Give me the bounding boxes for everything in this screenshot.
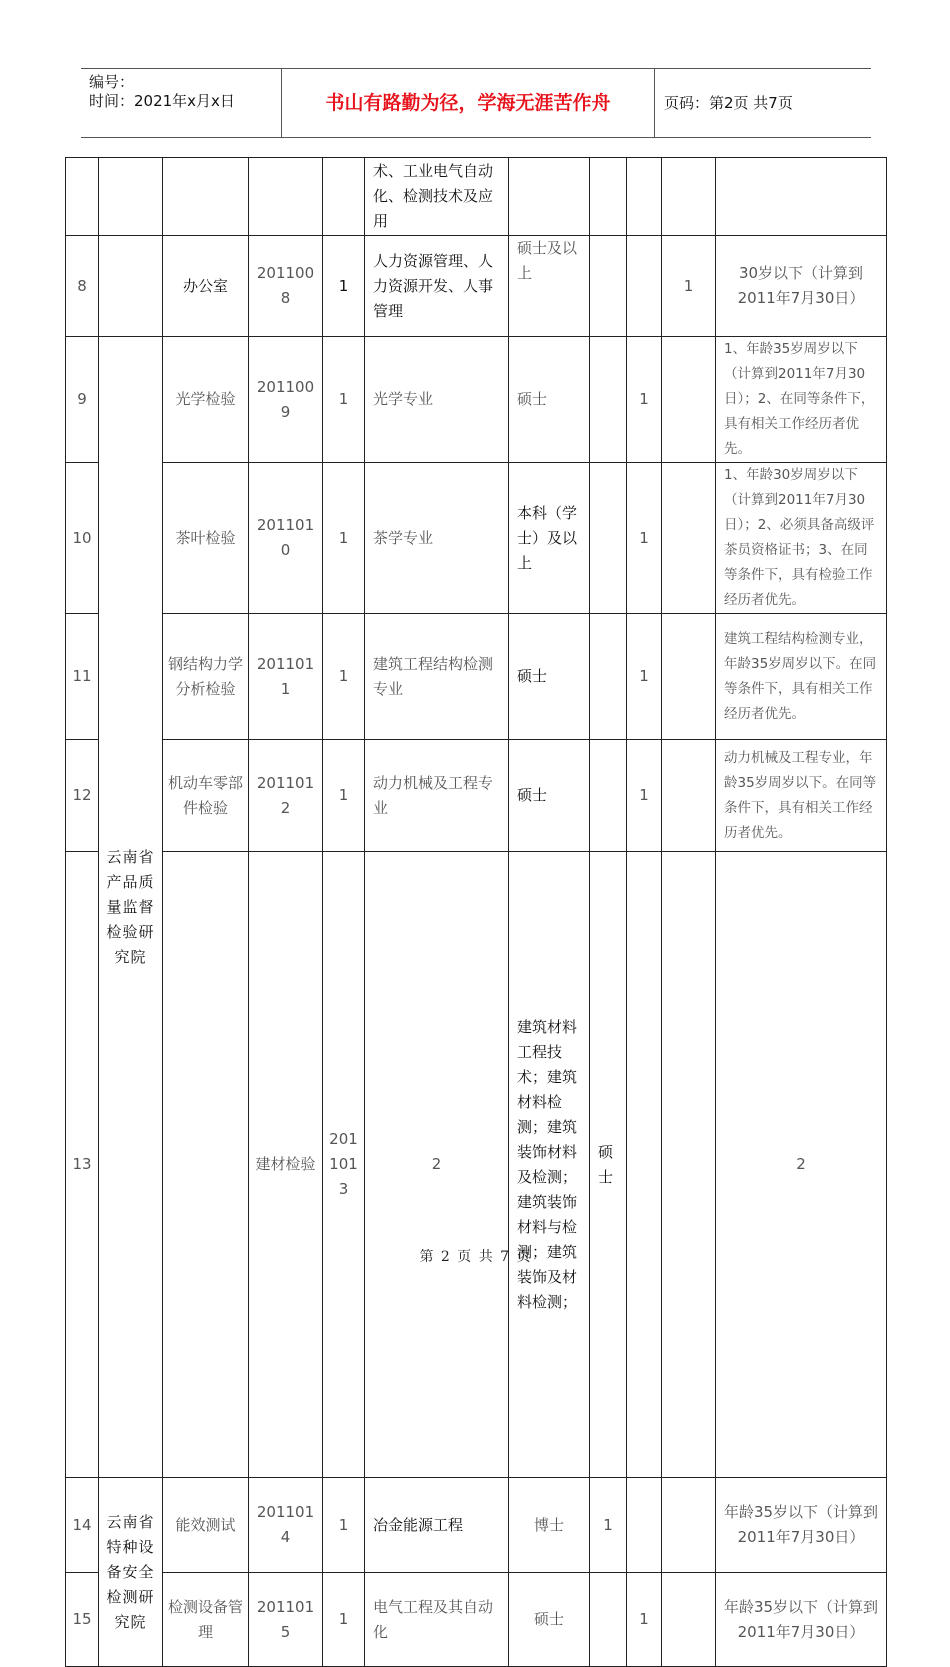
master-count-cell: 1 xyxy=(627,463,662,614)
requirements-cell: 1、年龄35岁周岁以下（计算到2011年7月30日）；2、在同等条件下，具有相关工作经历者优先。 xyxy=(716,337,887,463)
position-cell: 办公室 xyxy=(163,236,249,337)
degree-cell: 硕士及以上 xyxy=(509,236,590,337)
table-row xyxy=(66,852,887,1478)
bachelor-count-cell: 1 xyxy=(662,236,716,337)
code-label: 编号： xyxy=(89,73,135,91)
code-cell: 2011010 xyxy=(249,463,323,614)
table-row xyxy=(66,1478,887,1573)
major-cell: 建筑工程结构检测专业 xyxy=(365,614,509,740)
bachelor-count-cell xyxy=(662,1573,716,1667)
bachelor-count-cell: 2 xyxy=(716,852,887,1478)
phd-count-cell xyxy=(590,236,627,337)
seq-cell xyxy=(66,158,99,236)
code-cell: 2011008 xyxy=(249,236,323,337)
count-cell: 1 xyxy=(323,1478,365,1573)
requirements-cell xyxy=(716,158,887,236)
seq-cell: 14 xyxy=(66,1478,99,1573)
count-cell: 1 xyxy=(323,463,365,614)
requirements-cell: 年龄35岁以下（计算到2011年7月30日） xyxy=(716,1478,887,1573)
page-number-label: 页码：第2页 共7页 xyxy=(664,94,793,112)
position-cell: 检测设备管理 xyxy=(163,1573,249,1667)
major-cell: 术、工业电气自动化、检测技术及应用 xyxy=(365,158,509,236)
seq-cell: 9 xyxy=(66,337,99,463)
bachelor-count-cell xyxy=(662,337,716,463)
table-row xyxy=(66,1573,887,1667)
table-row xyxy=(66,463,887,614)
count-cell xyxy=(323,158,365,236)
count-cell: 1 xyxy=(323,236,365,337)
requirements-cell: 建筑工程结构检测专业，年龄35岁周岁以下。在同等条件下，具有相关工作经历者优先。 xyxy=(716,614,887,740)
phd-count-cell xyxy=(590,614,627,740)
table-row xyxy=(66,337,887,463)
major-cell: 建筑材料工程技术；建筑材料检测；建筑装饰材料及检测；建筑装饰材料与检测；建筑装饰及材料检测； xyxy=(509,852,590,1478)
phd-count-cell xyxy=(590,463,627,614)
major-cell: 电气工程及其自动化 xyxy=(365,1573,509,1667)
phd-count-cell: 1 xyxy=(590,1478,627,1573)
master-count-cell xyxy=(662,852,716,1478)
seq-cell: 12 xyxy=(66,740,99,852)
master-count-cell xyxy=(627,236,662,337)
phd-count-cell xyxy=(590,158,627,236)
bachelor-count-cell xyxy=(662,158,716,236)
master-count-cell xyxy=(627,158,662,236)
table-row xyxy=(66,614,887,740)
degree-cell: 硕士 xyxy=(590,852,627,1478)
page-footer: 第 2 页 共 7 页 xyxy=(419,1249,531,1265)
header-left xyxy=(89,73,235,111)
seq-cell: 10 xyxy=(66,463,99,614)
bachelor-count-cell xyxy=(662,463,716,614)
table-row xyxy=(66,158,887,236)
degree-cell: 硕士 xyxy=(509,614,590,740)
master-count-cell: 1 xyxy=(627,614,662,740)
code-cell: 2011012 xyxy=(249,740,323,852)
phd-count-cell xyxy=(590,1573,627,1667)
seq-cell: 11 xyxy=(66,614,99,740)
time-label: 时间：2021年x月x日 xyxy=(89,92,235,110)
major-cell: 人力资源管理、人力资源开发、人事管理 xyxy=(365,236,509,337)
unit-cell: 云南省特种设备安全检测研究院 xyxy=(99,1478,163,1667)
major-cell: 光学专业 xyxy=(365,337,509,463)
code-cell: 2011013 xyxy=(323,852,365,1478)
position-cell: 建材检验 xyxy=(249,852,323,1478)
phd-count-cell xyxy=(590,337,627,463)
master-count-cell: 1 xyxy=(627,1573,662,1667)
count-cell: 1 xyxy=(323,740,365,852)
count-cell: 1 xyxy=(323,1573,365,1667)
bachelor-count-cell xyxy=(662,1478,716,1573)
requirements-cell: 30岁以下（计算到2011年7月30日） xyxy=(716,236,887,337)
degree-cell: 硕士 xyxy=(509,740,590,852)
unit-cell-continuation xyxy=(99,236,163,337)
phd-count-cell xyxy=(590,740,627,852)
table-row xyxy=(66,236,887,337)
seq-cell: 15 xyxy=(66,1573,99,1667)
seq-cell: 13 xyxy=(66,852,99,1478)
position-cell: 能效测试 xyxy=(163,1478,249,1573)
requirements-cell: 动力机械及工程专业，年龄35岁周岁以下。在同等条件下，具有相关工作经历者优先。 xyxy=(716,740,887,852)
position-cell: 机动车零部件检验 xyxy=(163,740,249,852)
major-cell: 动力机械及工程专业 xyxy=(365,740,509,852)
code-cell: 2011009 xyxy=(249,337,323,463)
requirements-cell: 1、年龄30岁周岁以下（计算到2011年7月30日）；2、必须具备高级评茶员资格证书；3、在同等条件下，具有检验工作经历者优先。 xyxy=(716,463,887,614)
header-motto: 书山有路勤为径，学海无涯苦作舟 xyxy=(325,92,611,114)
unit-cell-continuation xyxy=(163,852,249,1478)
master-count-cell: 1 xyxy=(627,740,662,852)
unit-cell: 云南省产品质量监督检验研究院 xyxy=(99,337,163,1478)
major-cell: 冶金能源工程 xyxy=(365,1478,509,1573)
position-cell: 光学检验 xyxy=(163,337,249,463)
degree-cell: 硕士 xyxy=(509,337,590,463)
position-cell: 钢结构力学分析检验 xyxy=(163,614,249,740)
requirements-cell: 年龄35岁以下（计算到2011年7月30日） xyxy=(716,1573,887,1667)
table-row xyxy=(66,740,887,852)
bachelor-count-cell xyxy=(662,614,716,740)
position-cell xyxy=(163,158,249,236)
code-cell: 2011015 xyxy=(249,1573,323,1667)
bachelor-count-cell xyxy=(662,740,716,852)
degree-cell xyxy=(509,158,590,236)
code-cell: 2011014 xyxy=(249,1478,323,1573)
seq-cell: 8 xyxy=(66,236,99,337)
degree-cell: 本科（学士）及以上 xyxy=(509,463,590,614)
master-count-cell: 1 xyxy=(627,337,662,463)
degree-cell: 博士 xyxy=(509,1478,590,1573)
count-cell: 1 xyxy=(323,614,365,740)
count-cell: 1 xyxy=(323,337,365,463)
count-cell: 2 xyxy=(365,852,509,1478)
header-divider xyxy=(654,69,655,137)
degree-cell: 硕士 xyxy=(509,1573,590,1667)
master-count-cell xyxy=(627,1478,662,1573)
phd-count-cell xyxy=(627,852,662,1478)
code-cell xyxy=(249,158,323,236)
recruitment-table xyxy=(65,157,887,1667)
code-cell: 2011011 xyxy=(249,614,323,740)
page-header xyxy=(81,68,871,138)
major-cell: 茶学专业 xyxy=(365,463,509,614)
position-cell: 茶叶检验 xyxy=(163,463,249,614)
unit-cell-continuation xyxy=(99,158,163,236)
